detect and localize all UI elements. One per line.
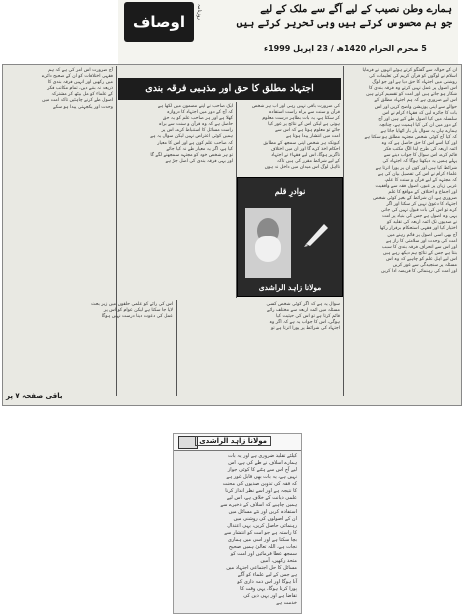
text-line: اس لیے ضروری ہے کہ ہم اجتہاد مطلق کے bbox=[374, 98, 457, 104]
text-line: لیے آج اس سے ہٹنے کا کوئی جواز bbox=[227, 467, 297, 473]
tagline-line-2: جو ہم محسوس کرتے ہیں وہی تحریر کرتے ہیں bbox=[236, 18, 452, 29]
text-line: ضروری ہے، ان شرائط کے بغیر کوئی شخص bbox=[373, 195, 457, 201]
text-line: عربی زبان پر عبور، اصول فقہ سے واقفیت bbox=[375, 183, 457, 189]
text-line: کے علماء کو مل بیٹھ کر مشترکہ bbox=[51, 92, 113, 98]
article-column-lower-right bbox=[180, 302, 340, 394]
text-line: راست مسائل کا استنباط کرے، اس پر bbox=[161, 128, 233, 134]
text-line: اس کی رائے کو علمی حلقوں میں زیر بحث bbox=[91, 302, 173, 307]
text-line: ذریعہ نہ بننے دیں، تمام مکاتب فکر bbox=[47, 86, 113, 92]
continuation-text bbox=[178, 453, 297, 611]
text-line: اور اجماع و اختلاف کے مواقع کا علم bbox=[388, 189, 457, 195]
text-line: کہ فقہ کی تدوین صدیوں کی محنت bbox=[222, 481, 297, 487]
text-line: مسئلہ پر سنجیدگی سے غور کریں bbox=[392, 263, 457, 268]
text-line: مسئلہ میں ائمہ اربعہ سے مختلف رائے bbox=[267, 308, 340, 314]
column-divider bbox=[343, 66, 344, 396]
column-title: نوادرِ قلم bbox=[274, 186, 306, 196]
text-line: ہمیں کوئی اعتراض نہیں لیکن سوال یہ ہے bbox=[150, 134, 233, 140]
text-line: سمجھ عطا فرمائیں اور امت کو bbox=[230, 551, 297, 557]
article-column-right bbox=[347, 68, 457, 394]
text-line: سوال یہ ہے کہ اگر کوئی شخص کسی bbox=[266, 302, 340, 307]
text-line: عمل کی دعوت دینا درست نہیں ہوگا bbox=[101, 314, 173, 320]
text-line: کیونکہ ہر شخص اپنی سمجھ کے مطابق bbox=[263, 140, 340, 146]
text-line: اور امت کی رہنمائی کا فریضہ ادا کریں bbox=[380, 269, 457, 275]
continuation-header bbox=[174, 434, 301, 451]
article-headline: اجتہاد مطلق کا حق اور مذہبی فرقہ بندی bbox=[118, 78, 341, 100]
pen-icon bbox=[302, 218, 332, 248]
column-divider bbox=[176, 300, 177, 396]
text-line: اور کیا اسے اس کا حق حاصل ہے کہ وہ bbox=[381, 141, 457, 147]
text-line: بنتا ہے جس کے نتائج ہم دیکھ رہے ہیں bbox=[382, 250, 457, 256]
text-line: ایک صاحب نے اپنے مضمون میں لکھا ہے bbox=[157, 104, 233, 109]
text-line: قائم کرتا ہے تو اس کی حیثیت کیا bbox=[276, 314, 340, 320]
text-line: ناگزیر ہوگا، اس لیے فقہاء نے اجتہاد bbox=[271, 152, 340, 158]
text-line: نے صدیوں تک ائمہ اربعہ کی تقلید کو bbox=[387, 220, 457, 226]
text-line: احکام اخذ کرے گا اور ان میں اختلاف bbox=[270, 146, 340, 152]
text-line: کہ مجتہد کے لیے قرآن و سنت کا علم، bbox=[384, 177, 457, 183]
text-line: کہ کیا آج کوئی شخص مجتہد مطلق ہو سکتا ہے bbox=[364, 135, 457, 141]
text-line: کا نتیجہ ہے اور اسے نظر انداز کرنا bbox=[225, 488, 297, 494]
text-line: جائے تو معلوم ہوتا ہے کہ اس سے bbox=[275, 128, 340, 134]
text-line: استفادہ کریں اور نئے مسائل میں bbox=[228, 509, 297, 515]
article-column-left bbox=[5, 68, 113, 388]
author-photo-box bbox=[237, 177, 343, 297]
text-line: ان کے اصولوں کی روشنی میں bbox=[233, 516, 297, 522]
text-line: فقہی اختلافات کو ان کے صحیح دائرے bbox=[41, 74, 113, 80]
text-line: کہ آج کے دور میں اجتہاد کا دروازہ bbox=[167, 110, 233, 116]
text-line: اسلام نے لوگوں کو قرآن کریم کی تعلیمات کی bbox=[369, 74, 457, 80]
text-line: روشنی میں اجتہاد کا حق دیا ہے اور جو لوگ bbox=[372, 80, 457, 86]
text-line: اجتہاد کی شرائط پر پورا اترتا ہے تو bbox=[271, 326, 340, 332]
text-line: سلسلہ میں کیا اصول طے کیے ہیں اور آج bbox=[378, 116, 457, 122]
text-line: قرآن و سنت سے براہ راست استفادہ bbox=[268, 110, 340, 116]
text-line: لایا جا سکتا ہے لیکن عوام کو اس پر bbox=[103, 308, 173, 314]
article-column-upper-right bbox=[240, 104, 340, 174]
issue-date: 5 محرم الحرام 1420ھ / 23 اپریل 1999ء bbox=[264, 44, 427, 53]
text-line: اس لیے اہل علم کو چاہیے کہ وہ اس bbox=[385, 256, 457, 262]
text-line: کیا ہے، اگر یہ معیار طے نہ کیا جائے bbox=[166, 146, 233, 152]
text-line: کہ صاحب علم کون ہے اور اس کا معیار bbox=[157, 140, 233, 146]
text-line: کھلا ہے اور ہر صاحب علم کو یہ حق bbox=[162, 116, 233, 122]
text-line: کرے تو اس کی بات قبول نہیں کی جاتی bbox=[380, 208, 457, 214]
text-line: امت میں انتشار پیدا ہوتا ہے bbox=[285, 134, 340, 140]
text-line: تو ہر شخص خود کو مجتہد سمجھنے لگے گا bbox=[150, 152, 233, 158]
tagline bbox=[202, 3, 452, 31]
text-line: اور یہی فرقہ بندی کی اصل جڑ ہے bbox=[165, 158, 233, 164]
text-line: شرائط کیا ہیں اور کون ان پر پورا اترتا ہے bbox=[375, 165, 457, 171]
text-line: اجتہاد کا دعویٰ نہیں کر سکتا اور اگر bbox=[386, 202, 457, 208]
text-line: وحدت اور یکجہتی پیدا ہو سکے bbox=[53, 104, 113, 110]
text-line: ہے جس کے لیے علماء کو آگے bbox=[237, 572, 297, 578]
text-line: کی ضرورت باقی نہیں رہی اور اب ہر شخص bbox=[251, 104, 340, 109]
text-line: رہنمائی حاصل کریں، یہی اعتدال bbox=[227, 523, 297, 529]
text-line: ہوگی، اس کا جواب یہ ہے کہ اگر وہ bbox=[269, 320, 340, 326]
text-line: اصول طے کرنے چاہئیں تاکہ امت میں bbox=[41, 98, 113, 104]
text-line: میں رکھیں اور انہیں فرقہ بندی کا bbox=[47, 80, 113, 86]
text-line: نجات ہے، اللہ تعالیٰ ہمیں صحیح bbox=[228, 544, 297, 550]
newspaper-logo bbox=[124, 2, 194, 42]
text-line: پہلے ہمیں یہ دیکھنا ہوگا کہ اجتہاد کی bbox=[382, 159, 457, 165]
text-line: اختیار کیا اور فقہی استحکام برقرار رکھا bbox=[379, 226, 457, 232]
author-photo bbox=[245, 208, 291, 278]
newspaper-masthead bbox=[118, 0, 458, 65]
text-line: ان کے حوالہ سے گفتگو کرتے ہوئے انہوں نے فرمایا bbox=[362, 68, 457, 73]
text-line: علماء کرام نے اس کی تفصیل بیان کی ہے bbox=[377, 171, 457, 177]
text-line: یہی وہ اصول ہے جس کی بنیاد پر امت bbox=[382, 214, 457, 220]
text-line: متحد رکھیں، آمین bbox=[260, 558, 297, 564]
column-divider bbox=[116, 66, 117, 396]
text-line: حوالے سے اپنی پوزیشن واضح کریں اور اس bbox=[374, 104, 457, 110]
text-line: ہوتی ہے لیکن اس کے نتائج پر غور کیا bbox=[268, 122, 340, 128]
text-line: آنا ہوگا اور اس ذمہ داری کو bbox=[237, 579, 297, 585]
text-line: علمی دیانت کے خلاف ہے، اس لیے bbox=[226, 495, 297, 501]
text-line: ہمارے اسلاف نے طے کی ہے، اس bbox=[228, 460, 297, 466]
article-column-middle bbox=[120, 104, 233, 298]
text-line: امت کی وحدت اور سلامتی کا راز ہے bbox=[386, 238, 457, 244]
text-line: مسائل کا حل اجتماعی اجتہاد میں bbox=[226, 565, 297, 571]
text-line: کے دور میں ان کی کیا اہمیت ہے، چنانچہ bbox=[379, 122, 457, 128]
text-line: ائمہ اربعہ کی طرح اپنا الگ مکتب فکر bbox=[383, 147, 457, 153]
text-line: ہمارے ہاں یہ سوال بار بار اٹھایا جاتا ہے bbox=[380, 128, 457, 134]
logo-prefix: روزنامہ bbox=[196, 4, 202, 20]
text-line: کا راستہ ہے جو امت کو انتشار سے bbox=[224, 530, 297, 536]
text-line: آج ضرورت اس امر کی ہے کہ ہم bbox=[48, 68, 113, 73]
text-line: بچا سکتا ہے اور اسی میں ہماری bbox=[227, 537, 297, 543]
continuation-clipping bbox=[173, 433, 302, 614]
text-line: پورا کرنا ہوگا، یہی وقت کا bbox=[240, 586, 297, 592]
text-line: تقاضا ہے اور یہی دین کی bbox=[243, 593, 297, 599]
text-line: نہیں ہے، یہ بات بھی قابل غور ہے bbox=[226, 474, 297, 480]
text-line: کیلئے تقلید ضروری ہے اور یہ بات bbox=[228, 453, 297, 459]
author-beard bbox=[255, 236, 281, 262]
continuation-author: مولانا زاہد الراشدی bbox=[195, 436, 271, 446]
text-line: حاصل ہے کہ وہ قرآن و سنت سے براہ bbox=[158, 122, 233, 128]
article-column-lower-left bbox=[91, 302, 173, 394]
text-line: بات کا جائزہ لیں کہ فقہاء کرام نے اس bbox=[382, 110, 457, 116]
text-line: آج بھی اسی اصول پر قائم رہنے میں bbox=[387, 232, 457, 238]
author-byline: مولانا زاہد الراشدی bbox=[258, 283, 322, 292]
text-line: اور اس سے انحراف فرقہ بندی کا سبب bbox=[381, 244, 457, 250]
text-line: کر سکتا ہے، یہ بات بظاہر درست معلوم bbox=[262, 116, 340, 122]
text-line: اس اصول پر عمل نہیں کرتے وہ فرقہ بندی کا bbox=[369, 86, 457, 92]
continued-note: باقی صفحہ ۷ پر bbox=[6, 392, 63, 400]
tagline-line-1: ہمارے وطن نصیب کے لیے آگے سے ملک کے لیے bbox=[260, 4, 452, 15]
text-line: ہمیں چاہیے کہ اسلاف کے ذخیرے سے bbox=[220, 502, 297, 508]
text-line: قائم کرے، اس سوال کا جواب دینے سے bbox=[383, 153, 457, 159]
text-line: کے لیے شرائط مقرر کی ہیں تاکہ bbox=[276, 158, 340, 164]
text-line: شکار ہو جاتے ہیں اور امت کو تقسیم کرتے ہیں bbox=[366, 92, 457, 98]
text-line: خدمت ہے bbox=[276, 600, 297, 606]
logo-text: اوصاف bbox=[132, 13, 186, 31]
text-line: نااہل لوگ اس میدان میں داخل نہ ہوں bbox=[264, 164, 340, 170]
